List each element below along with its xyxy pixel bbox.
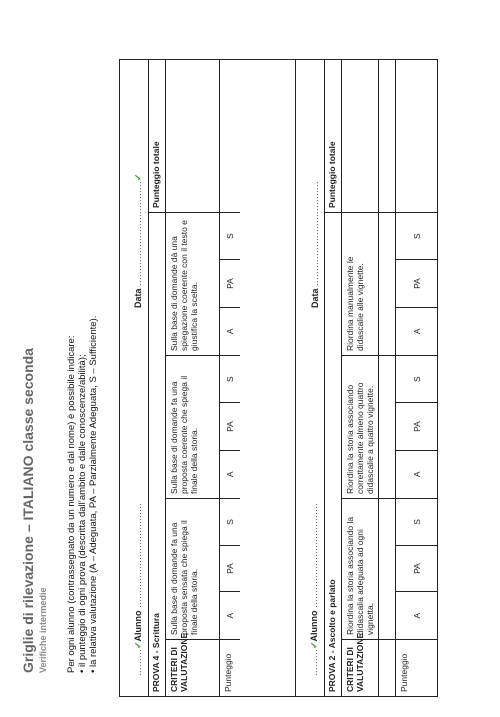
rating-pa[interactable]: PA xyxy=(220,260,240,307)
rating-a[interactable]: A xyxy=(411,328,422,335)
alunno-dots-pre: ......... xyxy=(309,648,319,676)
score-row xyxy=(396,60,437,696)
data-label: Data xyxy=(310,288,320,308)
rating-group xyxy=(220,498,240,639)
rating-s[interactable]: S xyxy=(396,499,437,546)
alunno-field xyxy=(133,503,144,676)
rating-group xyxy=(220,212,240,355)
grid-prova-2 xyxy=(295,59,438,697)
rating-pa[interactable]: PA xyxy=(220,546,240,593)
rating-group xyxy=(396,355,437,498)
punteggio-totale-cell[interactable] xyxy=(342,60,395,212)
criteria-row xyxy=(166,60,220,696)
page-title: Griglie di rilevazione – ITALIANO classe seconda xyxy=(20,348,36,673)
alunno-field xyxy=(309,503,320,676)
check-mark-icon: ✓ xyxy=(133,173,143,181)
alunno-label: Alunno xyxy=(133,610,143,642)
check-mark-icon: ✓ xyxy=(133,641,143,649)
rating-pa[interactable]: PA xyxy=(396,260,437,307)
rating-a[interactable]: A xyxy=(225,328,235,335)
alunno-dots-pre: ......... xyxy=(133,648,143,676)
punteggio-totale-label: Punteggio totale xyxy=(327,141,337,208)
criteri-label: CRITERI DI VALUTAZIONE xyxy=(342,639,395,696)
student-row xyxy=(296,60,325,696)
rating-pa[interactable]: PA xyxy=(220,403,240,450)
intro-text xyxy=(66,53,99,673)
intro-line: • la relativa valutazione (A – Adeguata, PA – Parzialmente Adeguata, S – Sufficiente). xyxy=(88,315,99,673)
data-dots: ................................... xyxy=(133,180,143,286)
prova-title: PROVA 4 - Scrittura xyxy=(148,212,165,696)
intro-line: Per ogni alunno (contrassegnato da un numero e dal nome) è possibile indicare: xyxy=(66,335,77,673)
alunno-label: Alunno xyxy=(309,610,319,642)
rating-group xyxy=(396,498,437,639)
alunno-dots: ................................... xyxy=(133,502,143,608)
prova-title-row xyxy=(324,60,342,696)
student-row xyxy=(120,60,149,696)
criterion-cell: Riordina la storia associando la didascalia adeguata ad ogni vignetta. xyxy=(342,498,395,639)
punteggio-totale-cell[interactable] xyxy=(166,60,219,212)
page-subtitle: Verifiche intermedie xyxy=(38,587,48,673)
rating-a[interactable]: A xyxy=(411,471,422,478)
data-dots: ................................... xyxy=(310,180,320,286)
criterion-cell: Riordina la storia associando correttamente almeno quattro didascalie a quattro vignette. xyxy=(342,355,395,498)
rating-s[interactable]: S xyxy=(396,356,437,403)
rating-s[interactable]: S xyxy=(396,213,437,260)
rating-pa[interactable]: PA xyxy=(396,403,437,450)
punteggio-totale-label: Punteggio totale xyxy=(151,141,161,208)
rating-s[interactable]: S xyxy=(220,356,240,403)
rating-group xyxy=(396,212,437,355)
criterion-cell: Sulla base di domande dà una spiegazione coerente con il testo e giustifica la scelta. xyxy=(166,212,219,355)
rating-a[interactable]: A xyxy=(225,612,235,619)
rating-a[interactable]: A xyxy=(411,612,422,619)
rating-s[interactable]: S xyxy=(220,499,240,546)
data-field xyxy=(133,173,144,308)
rating-pa[interactable]: PA xyxy=(396,546,437,593)
criterion-cell: Riordina manualmente le didascalie alle vignette. xyxy=(342,212,395,355)
rating-group xyxy=(220,355,240,498)
prova-title: PROVA 2 - Ascolto e parlato xyxy=(324,212,341,696)
punteggio-totale-cell[interactable] xyxy=(220,60,240,212)
alunno-dots: ................................... xyxy=(309,502,319,608)
punteggio-totale-cell[interactable] xyxy=(396,60,437,212)
criterion-cell: Sulla base di domande fa una proposta sensata che spiega il finale della storia. xyxy=(166,498,219,639)
punteggio-label: Punteggio xyxy=(396,639,437,696)
data-field xyxy=(310,181,320,308)
rating-s[interactable]: S xyxy=(220,213,240,260)
criterion-cell: Sulla base di domande fa una proposta coerente che spiega il finale della storia. xyxy=(166,355,219,498)
prova-title-row xyxy=(148,60,166,696)
criteria-row xyxy=(342,60,396,696)
intro-line: • il punteggio di ogni prova (descritta dall’ambito e dalle conoscenze/abilità); xyxy=(77,354,88,673)
score-row xyxy=(220,60,240,696)
punteggio-label: Punteggio xyxy=(220,639,240,696)
data-label: Data xyxy=(133,288,143,308)
rating-a[interactable]: A xyxy=(225,471,235,478)
criteri-label: CRITERI DI VALUTAZIONE xyxy=(166,639,219,696)
check-mark-icon: ✓ xyxy=(309,641,319,649)
